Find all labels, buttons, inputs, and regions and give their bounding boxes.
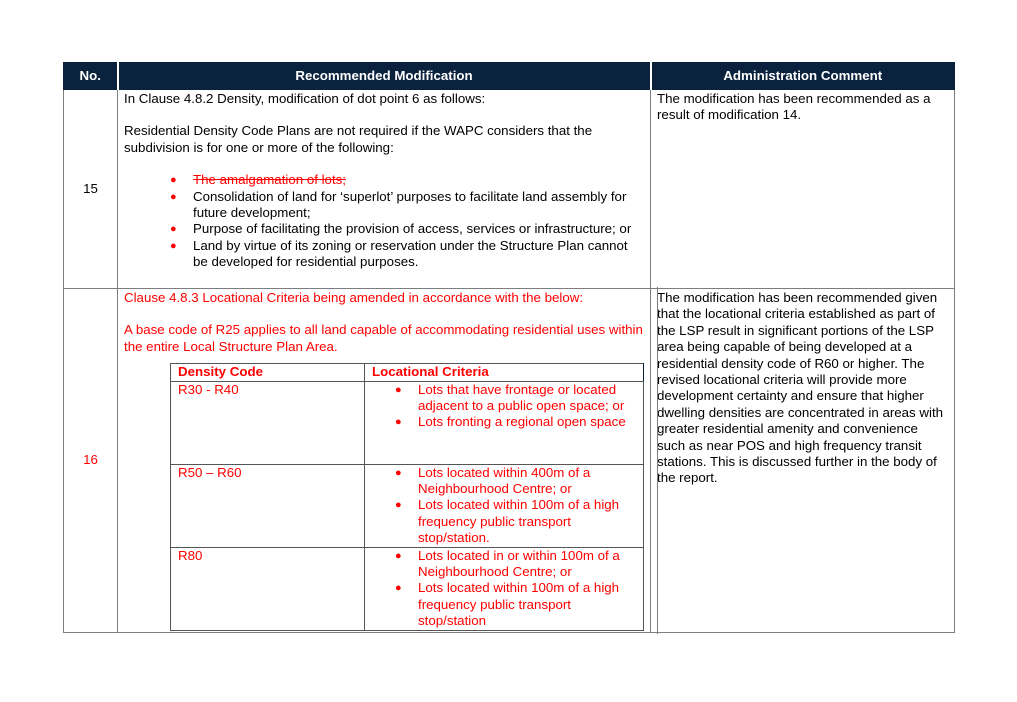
- bullet-icon: ●: [170, 223, 177, 236]
- bullet-icon: ●: [395, 549, 402, 562]
- struck-text: The amalgamation of lots;: [193, 172, 346, 188]
- list-item: [365, 382, 643, 415]
- criteria-list: [365, 382, 643, 431]
- list-item-text: Lots located within 400m of a Neighbourhood Centre; or: [418, 464, 591, 497]
- list-item-text: Lots located within 100m of a high frequency public transport stop/station.: [418, 497, 620, 546]
- density-code: R30 - R40: [171, 381, 365, 464]
- table-row: [171, 547, 644, 630]
- list-item: [365, 548, 643, 581]
- table-row: [171, 464, 644, 547]
- list-item: [124, 189, 644, 222]
- row-number: 15: [64, 90, 118, 289]
- row-number: 16: [64, 289, 118, 633]
- inner-table-header-row: [171, 364, 644, 381]
- criteria-list: [365, 548, 643, 630]
- density-code: R80: [171, 547, 365, 630]
- bullet-icon: ●: [395, 582, 402, 595]
- list-item: [365, 497, 643, 546]
- list-item-text: Lots that have frontage or located adjacent to a public open space; or: [418, 381, 625, 414]
- list-item: [124, 172, 644, 188]
- bullet-icon: ●: [170, 174, 177, 187]
- header-density-code: Density Code: [171, 364, 365, 381]
- header-locational-criteria: Locational Criteria: [365, 364, 644, 381]
- list-item-text: Land by virtue of its zoning or reservation under the Structure Plan cannot be developed for residential purposes.: [193, 237, 628, 270]
- table-row: [64, 90, 955, 289]
- locational-criteria-cell: [365, 547, 644, 630]
- list-item-text: Lots located within 100m of a high frequency public transport stop/station: [418, 580, 620, 629]
- table-header-row: [64, 63, 955, 90]
- modification-intro: In Clause 4.8.2 Density, modification of dot point 6 as follows:: [124, 91, 486, 106]
- modification-bullet-list: [124, 172, 644, 270]
- list-item-text: Consolidation of land for ‘superlot’ purposes to facilitate land assembly for future development;: [193, 188, 627, 221]
- table-row: [171, 381, 644, 464]
- list-item: [365, 580, 643, 629]
- list-item: [124, 238, 644, 271]
- density-code: R50 – R60: [171, 464, 365, 547]
- cell-divider: [657, 287, 658, 634]
- bullet-icon: ●: [395, 499, 402, 512]
- list-item-text: Lots fronting a regional open space: [418, 414, 626, 430]
- modification-paragraph: A base code of R25 applies to all land capable of accommodating residential uses within the entire Local Structure Plan Area.: [124, 322, 643, 354]
- header-no: No.: [64, 63, 118, 90]
- list-item: [365, 414, 643, 430]
- locational-criteria-table: [170, 363, 644, 630]
- bullet-icon: ●: [395, 383, 402, 396]
- table-row: [64, 289, 955, 633]
- list-item-text: Lots located in or within 100m of a Neighbourhood Centre; or: [418, 547, 620, 580]
- modification-paragraph: Residential Density Code Plans are not required if the WAPC considers that the subdivision is for one or more of the following:: [124, 123, 593, 155]
- modification-intro: Clause 4.8.3 Locational Criteria being amended in accordance with the below:: [124, 290, 584, 305]
- bullet-icon: ●: [395, 416, 402, 429]
- criteria-list: [365, 465, 643, 547]
- header-recommended-modification: Recommended Modification: [118, 63, 651, 90]
- bullet-icon: ●: [170, 239, 177, 252]
- locational-criteria-cell: [365, 464, 644, 547]
- modifications-table: [63, 62, 955, 633]
- header-administration-comment: Administration Comment: [651, 63, 955, 90]
- recommended-modification-cell: [118, 90, 651, 289]
- list-item: [365, 465, 643, 498]
- list-item-text: Purpose of facilitating the provision of access, services or infrastructure; or: [193, 221, 632, 237]
- administration-comment-cell: The modification has been recommended as a result of modification 14.: [651, 90, 955, 289]
- list-item: [124, 221, 644, 237]
- locational-criteria-cell: [365, 381, 644, 464]
- administration-comment-cell: The modification has been recommended given that the locational criteria established as part of the LSP result in significant portions of the LSP area being capable of being developed at a residential density code of R60 or higher. The revised locational criteria will provide more development certainty and ensure that higher dwelling densities are concentrated in areas with greater residential amenity and convenience such as near POS and high frequency transit stations. This is discussed further in the body of the report.: [651, 289, 955, 633]
- bullet-icon: ●: [170, 190, 177, 203]
- recommended-modification-cell: [118, 289, 651, 633]
- bullet-icon: ●: [395, 466, 402, 479]
